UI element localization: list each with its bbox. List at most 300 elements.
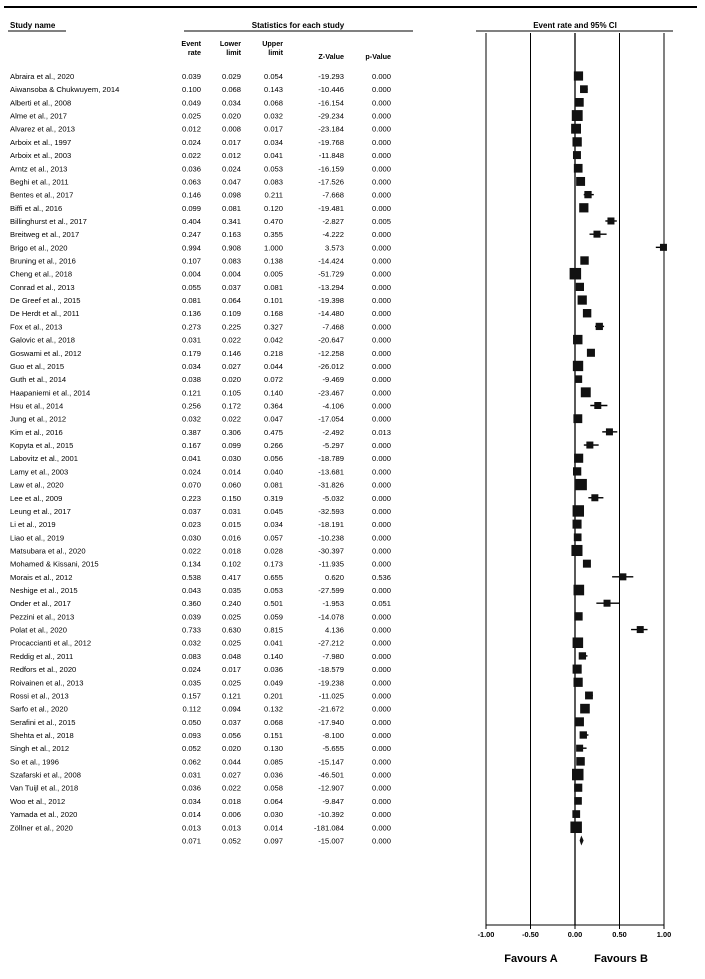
study-ll: 0.004 xyxy=(221,269,241,279)
study-p: 0.000 xyxy=(371,309,391,319)
study-ll: 0.029 xyxy=(221,72,241,81)
study-ll: 0.044 xyxy=(221,757,241,767)
study-z: -16.159 xyxy=(318,164,344,174)
study-z: -19.481 xyxy=(318,203,344,213)
x-tick-label: 1.00 xyxy=(656,930,672,939)
point-estimate-marker xyxy=(576,757,585,766)
column-header-line: p-Value xyxy=(365,52,391,61)
study-er: 0.036 xyxy=(181,783,201,793)
study-p: 0.000 xyxy=(371,256,391,266)
study-name: Biffi et al., 2016 xyxy=(10,203,63,213)
study-er: 0.030 xyxy=(181,533,201,543)
study-name: Arboix et al., 1997 xyxy=(10,137,72,147)
study-z: -23.184 xyxy=(318,124,344,134)
study-p: 0.000 xyxy=(371,269,391,279)
study-p: 0.051 xyxy=(371,599,391,609)
study-p: 0.000 xyxy=(371,401,391,411)
study-p: 0.000 xyxy=(371,612,391,622)
study-name: Breitweg et al., 2017 xyxy=(10,230,80,240)
point-estimate-marker xyxy=(574,784,582,792)
study-er: 0.004 xyxy=(181,269,201,279)
study-p: 0.000 xyxy=(371,810,391,820)
point-estimate-marker xyxy=(573,520,582,529)
point-estimate-marker xyxy=(571,545,582,556)
study-ul: 0.044 xyxy=(263,361,283,371)
study-ll: 0.630 xyxy=(221,625,241,635)
study-z: 4.136 xyxy=(324,625,344,635)
study-ul: 0.042 xyxy=(263,335,283,345)
study-name: Goswami et al., 2012 xyxy=(10,348,82,358)
study-ll: 0.014 xyxy=(221,467,241,477)
study-z: -2.827 xyxy=(322,216,344,226)
study-p: 0.000 xyxy=(371,230,391,240)
study-z: -1.953 xyxy=(322,599,344,609)
study-ll: 0.060 xyxy=(221,480,241,490)
study-ll: 0.022 xyxy=(221,414,241,424)
point-estimate-marker xyxy=(574,585,585,596)
point-estimate-marker xyxy=(586,442,593,449)
study-ll: 0.017 xyxy=(221,137,241,147)
point-estimate-marker xyxy=(572,810,580,818)
study-ul: 0.470 xyxy=(263,216,283,226)
study-p: 0.000 xyxy=(371,467,391,477)
study-p: 0.000 xyxy=(371,757,391,767)
study-z: -31.826 xyxy=(318,480,344,490)
study-ul: 0.047 xyxy=(263,414,283,424)
study-er: 0.039 xyxy=(181,72,201,81)
study-z: -181.084 xyxy=(314,823,344,833)
point-estimate-marker xyxy=(580,704,590,714)
point-estimate-marker xyxy=(581,387,591,397)
study-er: 0.037 xyxy=(181,506,201,516)
study-ul: 0.130 xyxy=(263,744,283,754)
study-z: -14.480 xyxy=(318,309,344,319)
study-er: 0.025 xyxy=(181,111,201,121)
study-z: -10.446 xyxy=(318,85,344,95)
study-p: 0.000 xyxy=(371,770,391,780)
study-ll: 0.018 xyxy=(221,546,241,556)
study-ul: 0.036 xyxy=(263,770,283,780)
summary-z: -15.007 xyxy=(318,836,344,846)
study-p: 0.000 xyxy=(371,638,391,648)
point-estimate-marker xyxy=(580,731,587,738)
study-ll: 0.105 xyxy=(221,388,241,398)
study-ll: 0.022 xyxy=(221,335,241,345)
study-ll: 0.012 xyxy=(221,151,241,161)
study-ul: 0.053 xyxy=(263,164,283,174)
study-er: 0.081 xyxy=(181,296,201,306)
study-er: 0.099 xyxy=(181,203,201,213)
study-z: -14.424 xyxy=(318,256,344,266)
study-name: Van Tuijl et al., 2018 xyxy=(10,783,79,793)
study-er: 0.093 xyxy=(181,731,201,740)
study-p: 0.000 xyxy=(371,111,391,121)
point-estimate-marker xyxy=(573,637,584,648)
study-name: Kim et al., 2016 xyxy=(10,427,63,437)
study-ul: 0.059 xyxy=(263,612,283,622)
study-ul: 0.083 xyxy=(263,177,283,187)
study-ll: 0.417 xyxy=(221,572,241,582)
point-estimate-marker xyxy=(573,665,582,674)
study-ul: 0.034 xyxy=(263,137,283,147)
study-name: Lee et al., 2009 xyxy=(10,493,63,503)
study-ul: 0.655 xyxy=(263,572,283,582)
study-name: Alberti et al., 2008 xyxy=(10,98,72,108)
study-z: 3.573 xyxy=(324,243,344,253)
point-estimate-marker xyxy=(660,244,667,251)
study-z: -21.672 xyxy=(318,704,344,714)
study-name: Galovic et al., 2018 xyxy=(10,335,76,345)
study-er: 0.023 xyxy=(181,520,201,530)
study-ll: 0.024 xyxy=(221,164,241,174)
study-ll: 0.017 xyxy=(221,665,241,675)
study-p: 0.000 xyxy=(371,296,391,306)
study-ul: 0.058 xyxy=(263,783,283,793)
study-ll: 0.109 xyxy=(221,309,241,319)
study-ll: 0.034 xyxy=(221,98,241,108)
study-z: -8.100 xyxy=(322,731,344,740)
study-p: 0.000 xyxy=(371,506,391,516)
study-ll: 0.240 xyxy=(221,599,241,609)
study-z: -19.768 xyxy=(318,137,344,147)
study-name: Abraira et al., 2020 xyxy=(10,72,75,81)
study-z: -30.397 xyxy=(318,546,344,556)
point-estimate-marker xyxy=(637,626,644,633)
summary-er: 0.071 xyxy=(181,836,201,846)
point-estimate-marker xyxy=(573,505,584,516)
study-ll: 0.037 xyxy=(221,282,241,292)
x-tick-label: -0.50 xyxy=(522,930,539,939)
study-p: 0.000 xyxy=(371,177,391,187)
point-estimate-marker xyxy=(574,454,583,463)
study-ll: 0.025 xyxy=(221,612,241,622)
point-estimate-marker xyxy=(576,177,585,186)
study-er: 0.052 xyxy=(181,744,201,754)
study-z: -17.054 xyxy=(318,414,344,424)
study-z: -11.848 xyxy=(318,151,344,161)
point-estimate-marker xyxy=(573,361,583,371)
study-p: 0.000 xyxy=(371,744,391,754)
point-estimate-marker xyxy=(570,268,582,280)
study-er: 0.167 xyxy=(181,441,201,451)
study-name: Singh et al., 2012 xyxy=(10,744,70,754)
point-estimate-marker xyxy=(573,335,582,344)
study-name: Serafini et al., 2015 xyxy=(10,717,76,727)
study-name: Jung et al., 2012 xyxy=(10,414,67,424)
study-name: Beghi et al., 2011 xyxy=(10,177,69,187)
study-ll: 0.146 xyxy=(221,348,241,358)
study-er: 0.032 xyxy=(181,638,201,648)
study-ul: 0.815 xyxy=(263,625,283,635)
study-er: 0.733 xyxy=(181,625,201,635)
study-er: 0.039 xyxy=(181,612,201,622)
point-estimate-marker xyxy=(591,494,598,501)
study-ul: 0.049 xyxy=(263,678,283,688)
study-ll: 0.102 xyxy=(221,559,241,569)
study-ul: 0.319 xyxy=(263,493,283,503)
study-ll: 0.030 xyxy=(221,454,241,464)
study-name: Zöllner et al., 2020 xyxy=(10,823,73,833)
study-ll: 0.020 xyxy=(221,375,241,385)
point-estimate-marker xyxy=(587,349,595,357)
study-z: -13.294 xyxy=(318,282,344,292)
study-ul: 0.032 xyxy=(263,111,283,121)
study-name: Labovitz et al., 2001 xyxy=(10,454,78,464)
study-z: -17.526 xyxy=(318,177,344,187)
study-ul: 0.327 xyxy=(263,322,283,332)
point-estimate-marker xyxy=(604,600,611,607)
column-header xyxy=(318,52,344,61)
study-z: -23.467 xyxy=(318,388,344,398)
study-name-header: Study name xyxy=(10,21,56,30)
x-tick-label: -1.00 xyxy=(477,930,495,939)
study-ll: 0.172 xyxy=(221,401,241,411)
study-name: De Greef et al., 2015 xyxy=(10,296,81,306)
study-ul: 0.501 xyxy=(263,599,283,609)
study-z: 0.620 xyxy=(324,572,344,582)
study-ul: 0.101 xyxy=(263,296,283,306)
study-p: 0.000 xyxy=(371,454,391,464)
study-er: 0.031 xyxy=(181,335,201,345)
study-er: 0.043 xyxy=(181,586,201,596)
summary-p: 0.000 xyxy=(371,836,391,846)
study-ul: 0.017 xyxy=(263,124,283,134)
study-z: -19.398 xyxy=(318,296,344,306)
study-er: 0.404 xyxy=(181,216,201,226)
study-p: 0.000 xyxy=(371,414,391,424)
study-name: Aiwansoba & Chukwuyem, 2014 xyxy=(10,85,120,95)
study-z: -46.501 xyxy=(318,770,344,780)
study-z: -7.668 xyxy=(322,190,344,200)
study-er: 0.256 xyxy=(181,401,201,411)
study-ll: 0.020 xyxy=(221,744,241,754)
study-er: 0.022 xyxy=(181,151,201,161)
study-name: Law et al., 2020 xyxy=(10,480,64,490)
study-name: Roivainen et al., 2013 xyxy=(10,678,84,688)
study-er: 0.146 xyxy=(181,190,201,200)
study-er: 0.035 xyxy=(181,678,201,688)
column-header-line: limit xyxy=(268,48,283,57)
study-er: 0.070 xyxy=(181,480,201,490)
study-name: Kopyta et al., 2015 xyxy=(10,441,74,451)
study-er: 0.049 xyxy=(181,98,201,108)
study-er: 0.083 xyxy=(181,651,201,661)
study-ll: 0.094 xyxy=(221,704,241,714)
study-ll: 0.020 xyxy=(221,111,241,121)
point-estimate-marker xyxy=(579,652,586,659)
study-ul: 0.040 xyxy=(263,467,283,477)
study-name: De Herdt et al., 2011 xyxy=(10,309,80,319)
column-header-line: limit xyxy=(226,48,241,57)
study-p: 0.000 xyxy=(371,493,391,503)
study-p: 0.000 xyxy=(371,546,391,556)
point-estimate-marker xyxy=(572,110,583,121)
study-ul: 0.140 xyxy=(263,388,283,398)
study-er: 0.024 xyxy=(181,137,201,147)
point-estimate-marker xyxy=(580,85,588,93)
study-ul: 0.014 xyxy=(263,823,283,833)
study-name: Bruning et al., 2016 xyxy=(10,256,76,266)
study-z: -18.191 xyxy=(318,520,344,530)
study-p: 0.000 xyxy=(371,704,391,714)
study-ul: 0.364 xyxy=(263,401,283,411)
point-estimate-marker xyxy=(596,323,603,330)
study-name: Redfors et al., 2020 xyxy=(10,665,77,675)
study-p: 0.000 xyxy=(371,98,391,108)
study-z: -16.154 xyxy=(318,98,344,108)
study-p: 0.000 xyxy=(371,586,391,596)
study-ul: 0.072 xyxy=(263,375,283,385)
column-header-line: Lower xyxy=(219,39,241,48)
study-name: Woo et al., 2012 xyxy=(10,796,66,806)
study-ul: 0.168 xyxy=(263,309,283,319)
study-z: -18.789 xyxy=(318,454,344,464)
study-ul: 0.054 xyxy=(263,72,283,81)
study-er: 0.013 xyxy=(181,823,201,833)
point-estimate-marker xyxy=(574,533,582,541)
study-ul: 0.355 xyxy=(263,230,283,240)
study-p: 0.000 xyxy=(371,361,391,371)
column-header-line: Event xyxy=(181,39,201,48)
study-ll: 0.341 xyxy=(221,216,241,226)
study-ul: 0.132 xyxy=(263,704,283,714)
study-p: 0.005 xyxy=(371,216,391,226)
study-ul: 0.056 xyxy=(263,454,283,464)
study-ul: 0.120 xyxy=(263,203,283,213)
point-estimate-marker xyxy=(572,137,581,146)
point-estimate-marker xyxy=(619,573,626,580)
plot-header: Event rate and 95% CI xyxy=(533,21,617,30)
study-ll: 0.022 xyxy=(221,783,241,793)
study-name: Arntz et al., 2013 xyxy=(10,164,68,174)
study-z: -12.258 xyxy=(318,348,344,358)
study-er: 0.031 xyxy=(181,770,201,780)
study-name: Yamada et al., 2020 xyxy=(10,810,78,820)
point-estimate-marker xyxy=(572,769,584,781)
study-er: 0.121 xyxy=(181,388,201,398)
study-er: 0.024 xyxy=(181,467,201,477)
study-z: -10.238 xyxy=(318,533,344,543)
study-ll: 0.025 xyxy=(221,638,241,648)
statistics-header: Statistics for each study xyxy=(251,21,345,30)
study-z: -4.222 xyxy=(322,230,344,240)
study-name: Reddig et al., 2011 xyxy=(10,651,74,661)
study-ul: 0.053 xyxy=(263,586,283,596)
study-ul: 0.064 xyxy=(263,796,283,806)
study-ll: 0.908 xyxy=(221,243,241,253)
study-z: -7.980 xyxy=(322,651,344,661)
study-z: -12.907 xyxy=(318,783,344,793)
study-p: 0.000 xyxy=(371,823,391,833)
point-estimate-marker xyxy=(575,98,584,107)
study-name: Mohamed & Kissani, 2015 xyxy=(10,559,99,569)
study-ul: 0.034 xyxy=(263,520,283,530)
study-p: 0.000 xyxy=(371,520,391,530)
study-p: 0.000 xyxy=(371,322,391,332)
study-er: 0.062 xyxy=(181,757,201,767)
study-ul: 0.036 xyxy=(263,665,283,675)
study-er: 0.360 xyxy=(181,599,201,609)
study-er: 0.034 xyxy=(181,796,201,806)
study-p: 0.000 xyxy=(371,348,391,358)
point-estimate-marker xyxy=(574,71,583,80)
study-ll: 0.081 xyxy=(221,203,241,213)
point-estimate-marker xyxy=(574,612,582,620)
study-z: -32.593 xyxy=(318,506,344,516)
study-ll: 0.306 xyxy=(221,427,241,437)
study-ul: 0.475 xyxy=(263,427,283,437)
study-p: 0.000 xyxy=(371,559,391,569)
study-ll: 0.098 xyxy=(221,190,241,200)
study-ul: 0.068 xyxy=(263,98,283,108)
study-er: 0.100 xyxy=(181,85,201,95)
study-name: Leung et al., 2017 xyxy=(10,506,71,516)
study-name: Brigo et al., 2020 xyxy=(10,243,68,253)
study-er: 0.273 xyxy=(181,322,201,332)
study-er: 0.247 xyxy=(181,230,201,240)
study-p: 0.000 xyxy=(371,190,391,200)
study-er: 0.107 xyxy=(181,256,201,266)
study-er: 0.134 xyxy=(181,559,201,569)
study-er: 0.012 xyxy=(181,124,201,134)
study-ul: 0.201 xyxy=(263,691,283,701)
study-ul: 0.057 xyxy=(263,533,283,543)
study-ll: 0.037 xyxy=(221,717,241,727)
study-name: Polat et al., 2020 xyxy=(10,625,67,635)
study-ll: 0.099 xyxy=(221,441,241,451)
study-ll: 0.048 xyxy=(221,651,241,661)
study-name: Procaccianti et al., 2012 xyxy=(10,638,92,648)
point-estimate-marker xyxy=(575,375,583,383)
study-name: Sarfo et al., 2020 xyxy=(10,704,68,714)
study-p: 0.000 xyxy=(371,665,391,675)
study-ul: 0.045 xyxy=(263,506,283,516)
point-estimate-marker xyxy=(574,797,582,805)
study-z: -51.729 xyxy=(318,269,344,279)
study-p: 0.000 xyxy=(371,796,391,806)
study-p: 0.000 xyxy=(371,678,391,688)
point-estimate-marker xyxy=(573,414,582,423)
study-er: 0.014 xyxy=(181,810,201,820)
study-z: -4.106 xyxy=(322,401,344,411)
x-tick-label: 0.50 xyxy=(612,930,627,939)
study-z: -7.468 xyxy=(322,322,344,332)
study-ll: 0.068 xyxy=(221,85,241,95)
point-estimate-marker xyxy=(607,217,614,224)
study-er: 0.055 xyxy=(181,282,201,292)
study-p: 0.000 xyxy=(371,388,391,398)
point-estimate-marker xyxy=(584,191,591,198)
study-er: 0.063 xyxy=(181,177,201,187)
study-er: 0.112 xyxy=(182,704,201,714)
study-er: 0.387 xyxy=(181,427,201,437)
study-z: -11.025 xyxy=(318,691,344,701)
study-p: 0.000 xyxy=(371,783,391,793)
study-p: 0.000 xyxy=(371,375,391,385)
column-header xyxy=(181,39,201,57)
study-p: 0.000 xyxy=(371,282,391,292)
study-z: -14.078 xyxy=(318,612,344,622)
study-ll: 0.163 xyxy=(221,230,241,240)
study-p: 0.000 xyxy=(371,441,391,451)
study-name: Hsu et al., 2014 xyxy=(10,401,64,411)
study-er: 0.136 xyxy=(181,309,201,319)
study-name: Shehta et al., 2018 xyxy=(10,731,74,740)
column-header xyxy=(365,52,391,61)
study-er: 0.157 xyxy=(181,691,201,701)
favours-b-label: Favours B xyxy=(594,953,648,965)
study-er: 0.179 xyxy=(181,348,201,358)
